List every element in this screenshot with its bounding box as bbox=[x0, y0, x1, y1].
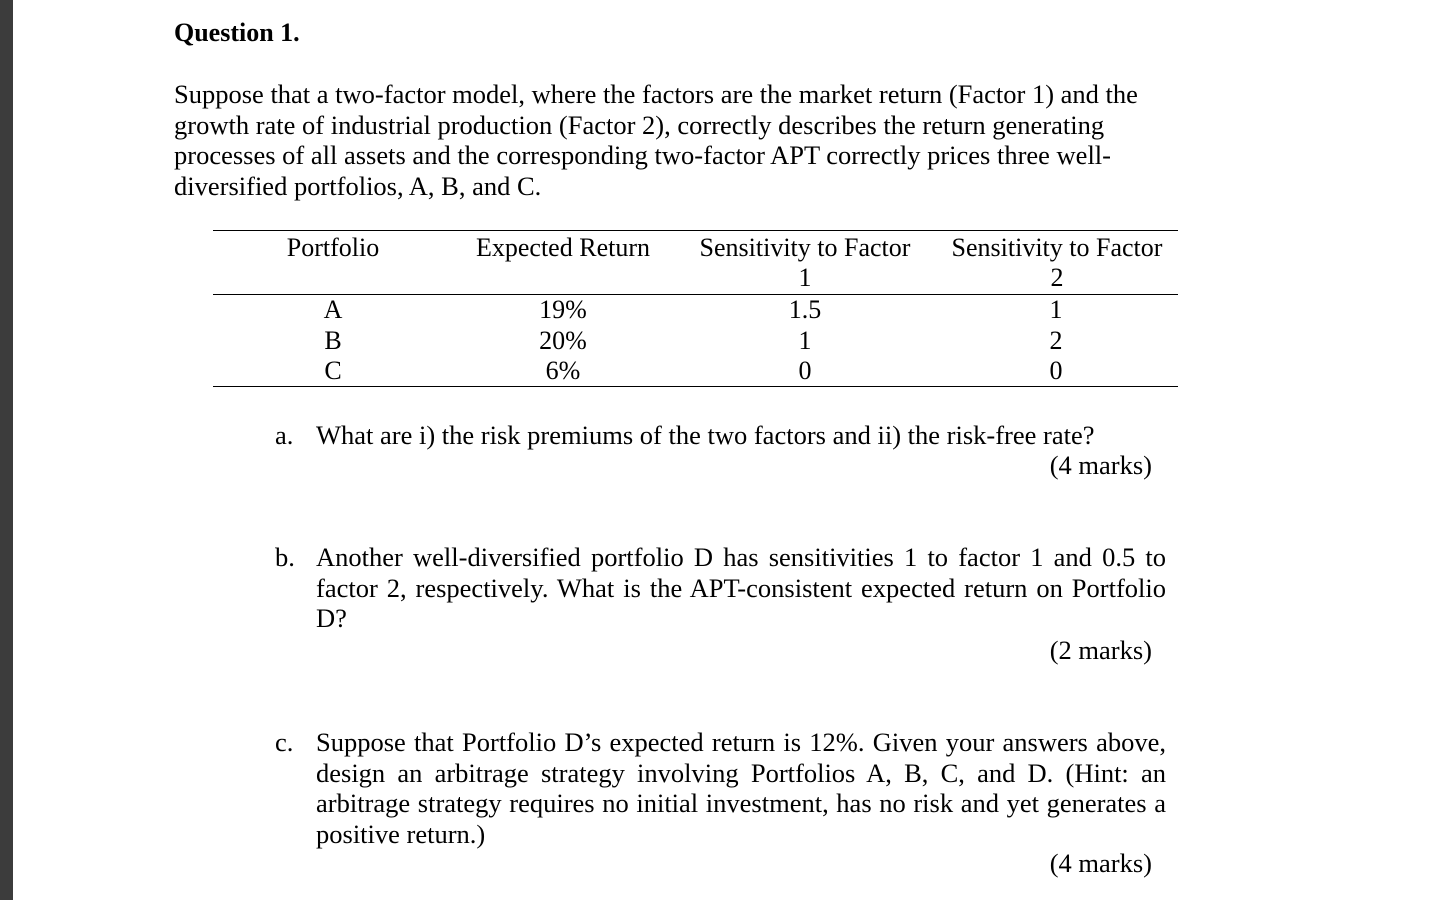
part-a-text bbox=[316, 420, 1166, 451]
part-b-line: D? bbox=[316, 603, 347, 634]
header-factor2-number: 2 bbox=[1050, 263, 1064, 292]
header-factor1-number: 1 bbox=[798, 263, 812, 292]
part-b-marks: (2 marks) bbox=[1049, 635, 1152, 665]
part-c-letter: c. bbox=[275, 727, 294, 757]
part-b-text bbox=[316, 542, 1166, 634]
table-cell-factor1: 0 bbox=[798, 356, 812, 385]
table-cell-portfolio: C bbox=[324, 356, 342, 385]
part-a-marks: (4 marks) bbox=[1049, 450, 1152, 480]
question-intro bbox=[174, 79, 1174, 202]
question-title: Question 1. bbox=[174, 18, 300, 47]
table-cell-return: 6% bbox=[545, 356, 581, 385]
part-a-line: What are i) the risk premiums of the two factors and ii) the risk-free rate? bbox=[316, 420, 1095, 450]
intro-line: processes of all assets and the corresponding two-factor APT correctly prices three well- bbox=[174, 140, 1111, 171]
part-b-line: Another well-diversified portfolio D has sensitivities 1 to factor 1 and 0.5 to bbox=[316, 542, 1166, 572]
part-c-text bbox=[316, 727, 1166, 850]
intro-line: growth rate of industrial production (Factor 2), correctly describes the return generating bbox=[174, 109, 1105, 140]
table-cell-portfolio: A bbox=[323, 295, 343, 324]
part-c-line: positive return.) bbox=[316, 819, 486, 850]
header-expected-return: Expected Return bbox=[476, 233, 650, 262]
part-c-marks: (4 marks) bbox=[1049, 848, 1152, 878]
table-cell-factor2: 2 bbox=[1049, 326, 1063, 355]
header-portfolio: Portfolio bbox=[286, 233, 380, 262]
portfolio-table bbox=[213, 230, 1178, 387]
table-top-rule bbox=[213, 230, 1178, 231]
header-factor1: Sensitivity to Factor bbox=[699, 233, 911, 262]
intro-line: Suppose that a two-factor model, where the factors are the market return (Factor 1) and the bbox=[174, 79, 1138, 109]
part-a-letter: a. bbox=[275, 420, 294, 450]
intro-line: diversified portfolios, A, B, and C. bbox=[174, 171, 542, 202]
header-factor2: Sensitivity to Factor bbox=[951, 233, 1163, 262]
table-cell-factor1: 1 bbox=[798, 326, 812, 355]
part-c-line: arbitrage strategy requires no initial investment, has no risk and yet generates a bbox=[316, 788, 1166, 819]
part-c-line: Suppose that Portfolio D’s expected return is 12%. Given your answers above, bbox=[316, 727, 1166, 757]
table-cell-factor2: 1 bbox=[1049, 295, 1063, 324]
document-page bbox=[13, 0, 1440, 900]
window-left-edge bbox=[0, 0, 13, 900]
part-b-letter: b. bbox=[275, 542, 295, 572]
part-b-line: factor 2, respectively. What is the APT-consistent expected return on Portfolio bbox=[316, 572, 1166, 603]
table-cell-return: 19% bbox=[539, 295, 587, 324]
table-cell-factor2: 0 bbox=[1049, 356, 1063, 385]
table-cell-factor1: 1.5 bbox=[788, 295, 822, 324]
table-cell-portfolio: B bbox=[324, 326, 342, 355]
table-cell-return: 20% bbox=[539, 326, 587, 355]
part-c-line: design an arbitrage strategy involving Portfolios A, B, C, and D. (Hint: an bbox=[316, 757, 1166, 788]
